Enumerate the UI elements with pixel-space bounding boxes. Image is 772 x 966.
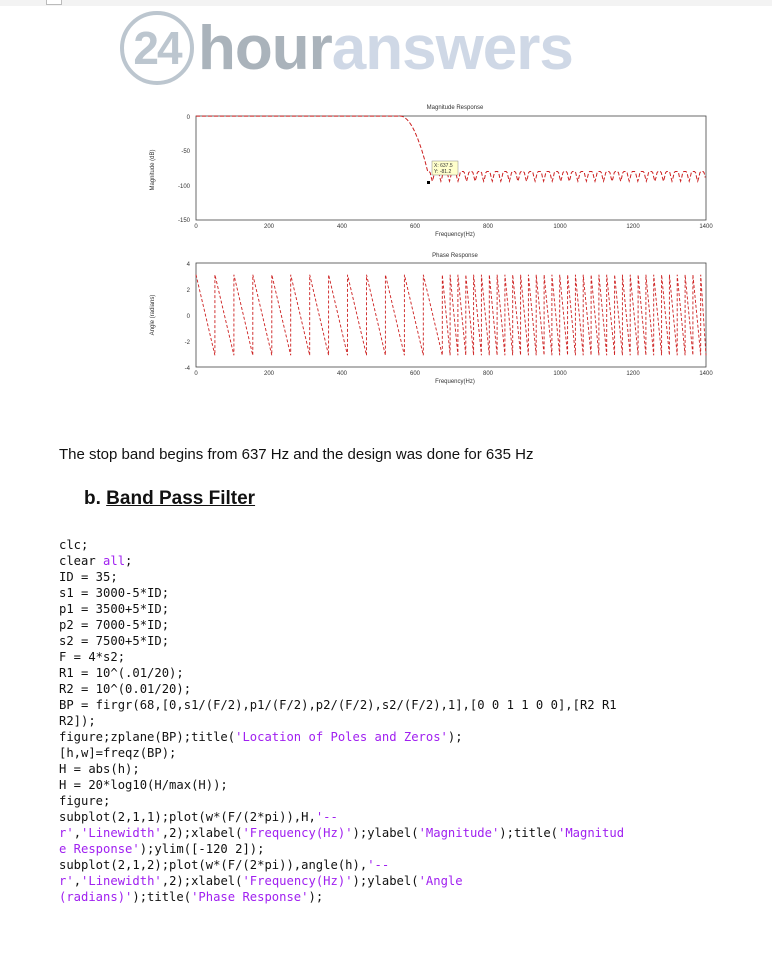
phase-xtick: 1200 xyxy=(626,371,640,377)
code-string: '-- xyxy=(367,858,390,872)
top-strip xyxy=(0,0,772,6)
code-line: R1 = 10^(.01/20); xyxy=(59,666,184,680)
phase-ytick: 0 xyxy=(186,314,190,320)
section-heading xyxy=(84,488,255,510)
phase-xtick: 200 xyxy=(263,371,275,377)
code-line: ); xyxy=(447,730,463,744)
magnitude-ytick: 0 xyxy=(186,115,190,121)
magnitude-xtick: 1400 xyxy=(699,224,713,230)
magnitude-ytick: -100 xyxy=(177,184,190,190)
code-line: H = abs(h); xyxy=(59,762,140,776)
phase-curve xyxy=(196,275,706,356)
datatip-marker xyxy=(427,181,430,184)
code-line: ,2);xlabel( xyxy=(161,826,243,840)
phase-xtick: 1000 xyxy=(553,371,567,377)
code-line: R2 = 10^(0.01/20); xyxy=(59,682,192,696)
page-corner-box xyxy=(46,0,62,5)
code-line: s1 = 3000-5*ID; xyxy=(59,586,170,600)
phase-xtick: 800 xyxy=(482,371,494,377)
phase-xtick: 0 xyxy=(194,371,198,377)
code-line: subplot(2,1,1);plot(w*(F/(2*pi)),H, xyxy=(59,810,316,824)
code-string: e Response' xyxy=(59,842,140,856)
magnitude-ytick: -150 xyxy=(177,218,190,224)
code-line: figure;zplane(BP);title( xyxy=(59,730,236,744)
phase-ytick: -4 xyxy=(184,366,190,372)
code-line: clc; xyxy=(59,538,89,552)
datatip-x: X: 637.5 xyxy=(434,163,453,169)
code-line: s2 = 7500+5*ID; xyxy=(59,634,170,648)
code-string: 'Magnitud xyxy=(558,826,625,840)
code-string: 'Linewidth' xyxy=(81,826,162,840)
phase-title: Phase Response xyxy=(432,253,478,259)
code-line: p1 = 3500+5*ID; xyxy=(59,602,170,616)
magnitude-xtick: 200 xyxy=(263,224,275,230)
code-string: 'Magnitude' xyxy=(418,826,500,840)
code-string: 'Phase Response' xyxy=(191,890,309,904)
code-line: clear xyxy=(59,554,104,568)
magnitude-xtick: 800 xyxy=(482,224,494,230)
code-string: 'Frequency(Hz)' xyxy=(242,826,353,840)
code-line: ,2);xlabel( xyxy=(161,874,243,888)
code-line: );ylabel( xyxy=(352,874,419,888)
magnitude-ylabel: Magnitude (dB) xyxy=(150,149,156,191)
code-string: r' xyxy=(59,874,74,888)
phase-ylabel: Angle (radians) xyxy=(150,294,156,336)
code-line: ; xyxy=(125,554,133,568)
logo-word-hour: hour xyxy=(198,13,332,83)
magnitude-xtick: 400 xyxy=(336,224,348,230)
code-line: subplot(2,1,2);plot(w*(F/(2*pi)),angle(h), xyxy=(59,858,368,872)
phase-xtick: 1400 xyxy=(699,371,713,377)
phase-ytick: -2 xyxy=(184,340,190,346)
code-string: 'Frequency(Hz)' xyxy=(242,874,353,888)
phase-xlabel: Frequency(Hz) xyxy=(435,379,475,385)
section-number: b. xyxy=(84,488,101,509)
code-line: );ylim([-120 2]); xyxy=(139,842,265,856)
phase-xtick: 600 xyxy=(409,371,421,377)
code-line: BP = firgr(68,[0,s1/(F/2),p1/(F/2),p2/(F/2),s2/(F/2),1],[0 0 1 1 0 0],[R2 R1 xyxy=(59,698,617,712)
code-line: p2 = 7000-5*ID; xyxy=(59,618,170,632)
phase-ytick: 4 xyxy=(186,262,190,268)
logo-word-answers: answers xyxy=(331,13,573,83)
logo-circle: 24 xyxy=(120,11,194,85)
code-line: , xyxy=(73,874,82,888)
magnitude-ytick: -50 xyxy=(181,149,190,155)
magnitude-subplot xyxy=(150,105,713,238)
phase-subplot xyxy=(150,253,713,385)
section-title: Band Pass Filter xyxy=(106,488,256,509)
code-line: , xyxy=(73,826,82,840)
code-line: [h,w]=freqz(BP); xyxy=(59,746,177,760)
magnitude-xtick: 1200 xyxy=(626,224,640,230)
code-line: F = 4*s2; xyxy=(59,650,126,664)
code-line: ID = 35; xyxy=(59,570,118,584)
magnitude-xtick: 1000 xyxy=(553,224,567,230)
phase-ytick: 2 xyxy=(186,288,190,294)
code-line: H = 20*log10(H/max(H)); xyxy=(59,778,228,792)
code-line: );title( xyxy=(132,890,192,904)
code-string: 'Linewidth' xyxy=(81,874,162,888)
phase-xtick: 400 xyxy=(336,371,348,377)
datatip-y: Y: -81.2 xyxy=(434,169,452,175)
code-line: ); xyxy=(308,890,324,904)
magnitude-title: Magnitude Response xyxy=(426,105,484,111)
code-string: (radians)' xyxy=(59,890,133,904)
code-line: );ylabel( xyxy=(352,826,419,840)
magnitude-xlabel: Frequency(Hz) xyxy=(435,232,475,238)
stop-band-paragraph: The stop band begins from 637 Hz and the design was done for 635 Hz xyxy=(59,446,534,463)
code-line: figure; xyxy=(59,794,111,808)
code-string: 'Angle xyxy=(418,874,463,888)
matlab-figure xyxy=(140,100,720,400)
code-string: '-- xyxy=(315,810,338,824)
code-string: r' xyxy=(59,826,74,840)
code-line: R2]); xyxy=(59,714,96,728)
watermark-logo xyxy=(120,8,573,88)
code-string: 'Location of Poles and Zeros' xyxy=(235,730,448,744)
code-line: );title( xyxy=(499,826,558,840)
code-keyword: all xyxy=(103,554,126,568)
matlab-code-block xyxy=(59,537,624,905)
magnitude-xtick: 600 xyxy=(409,224,421,230)
magnitude-xtick: 0 xyxy=(194,224,198,230)
